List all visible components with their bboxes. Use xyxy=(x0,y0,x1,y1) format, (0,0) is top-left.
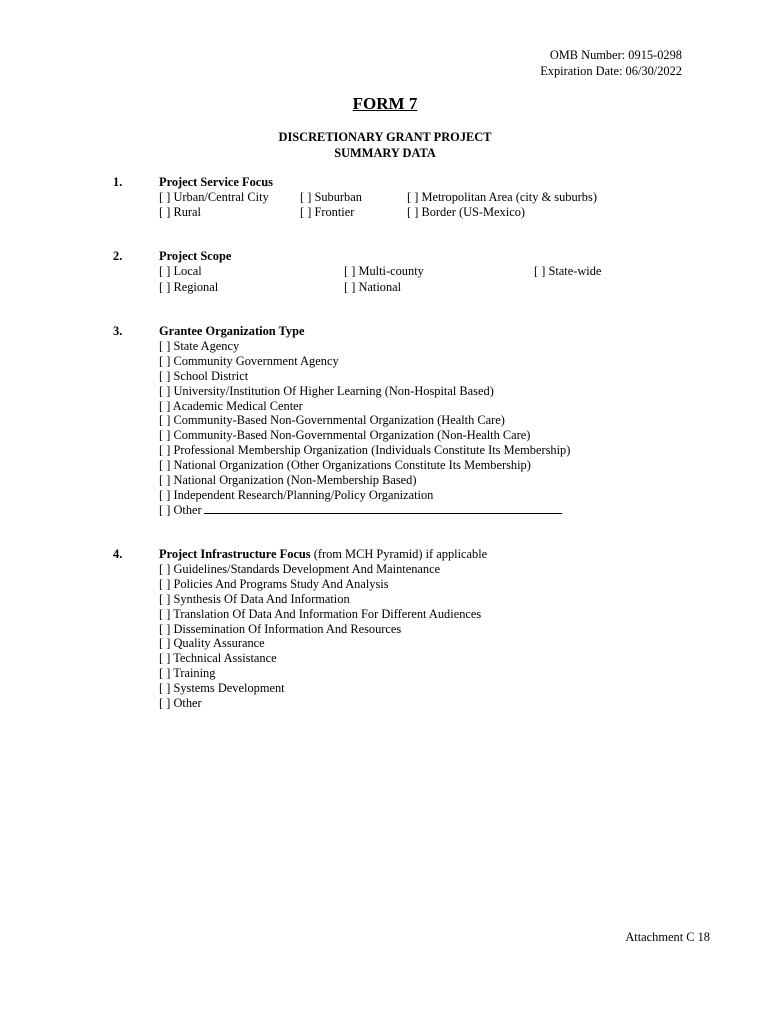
option-suburban[interactable]: [ ] Suburban xyxy=(300,190,362,204)
option-translation-of-data[interactable]: [ ] Translation Of Data And Information For Different Audiences xyxy=(159,606,482,621)
option-other-organization xyxy=(159,503,570,518)
option-cbo-health-care[interactable]: [ ] Community-Based Non-Governmental Organization (Health Care) xyxy=(159,413,505,428)
other-organization-input-line[interactable] xyxy=(204,503,562,514)
section-4-number: 4. xyxy=(113,547,123,561)
option-state-agency[interactable]: [ ] State Agency xyxy=(159,339,240,353)
option-cbo-non-health-care[interactable]: [ ] Community-Based Non-Governmental Organization (Non-Health Care) xyxy=(159,428,531,443)
option-multi-county[interactable]: [ ] Multi-county xyxy=(344,264,424,278)
option-urban-central-city[interactable]: [ ] Urban/Central City xyxy=(159,190,269,204)
option-technical-assistance[interactable]: [ ] Technical Assistance xyxy=(159,651,277,666)
expiration-date: Expiration Date: 06/30/2022 xyxy=(540,64,682,78)
section-4-title-suffix: (from MCH Pyramid) if applicable xyxy=(310,547,488,561)
option-border[interactable]: [ ] Border (US-Mexico) xyxy=(407,205,526,219)
form-title: FORM 7 xyxy=(352,94,418,113)
option-school-district[interactable]: [ ] School District xyxy=(159,368,249,383)
section-2-title: Project Scope xyxy=(159,249,232,263)
option-dissemination[interactable]: [ ] Dissemination Of Information And Resources xyxy=(159,621,402,636)
option-academic-medical-center[interactable]: [ ] Academic Medical Center xyxy=(159,398,303,413)
subtitle-line-2: SUMMARY DATA xyxy=(334,145,436,160)
section-1-title: Project Service Focus xyxy=(159,175,273,189)
option-other-infrastructure[interactable]: [ ] Other xyxy=(159,696,202,711)
infrastructure-focus-list xyxy=(159,562,481,711)
option-rural[interactable]: [ ] Rural xyxy=(159,205,201,219)
section-4-heading xyxy=(159,547,487,562)
section-2-number: 2. xyxy=(113,249,123,263)
option-regional[interactable]: [ ] Regional xyxy=(159,280,219,294)
grantee-type-list xyxy=(159,339,570,518)
option-synthesis-of-data[interactable]: [ ] Synthesis Of Data And Information xyxy=(159,591,350,606)
option-community-government-agency[interactable]: [ ] Community Government Agency xyxy=(159,353,339,368)
option-systems-development[interactable]: [ ] Systems Development xyxy=(159,681,285,696)
option-training[interactable]: [ ] Training xyxy=(159,666,216,681)
section-3-number: 3. xyxy=(113,324,123,338)
option-guidelines-standards[interactable]: [ ] Guidelines/Standards Development And Maintenance xyxy=(159,562,441,576)
section-3-title: Grantee Organization Type xyxy=(159,324,305,338)
option-state-wide[interactable]: [ ] State-wide xyxy=(534,264,602,278)
page-footer: Attachment C 18 xyxy=(625,930,710,944)
option-professional-membership-org[interactable]: [ ] Professional Membership Organization (Individuals Constitute Its Membership) xyxy=(159,443,571,458)
section-1-number: 1. xyxy=(113,175,123,189)
option-metropolitan-area[interactable]: [ ] Metropolitan Area (city & suburbs) xyxy=(407,190,597,204)
option-national-org-other-orgs[interactable]: [ ] National Organization (Other Organizations Constitute Its Membership) xyxy=(159,458,531,473)
subtitle-line-1: DISCRETIONARY GRANT PROJECT xyxy=(278,130,492,144)
option-policies-programs[interactable]: [ ] Policies And Programs Study And Analysis xyxy=(159,576,389,591)
option-national[interactable]: [ ] National xyxy=(344,280,402,294)
section-4-title: Project Infrastructure Focus xyxy=(159,547,311,561)
option-independent-research-org[interactable]: [ ] Independent Research/Planning/Policy Organization xyxy=(159,487,434,502)
option-national-org-non-membership[interactable]: [ ] National Organization (Non-Membership Based) xyxy=(159,473,417,488)
omb-header xyxy=(540,47,682,79)
option-local[interactable]: [ ] Local xyxy=(159,264,202,278)
option-other-label[interactable]: [ ] Other xyxy=(159,502,202,517)
option-quality-assurance[interactable]: [ ] Quality Assurance xyxy=(159,636,265,651)
form-subtitle xyxy=(0,130,770,161)
option-university[interactable]: [ ] University/Institution Of Higher Learning (Non-Hospital Based) xyxy=(159,383,494,398)
option-frontier[interactable]: [ ] Frontier xyxy=(300,205,355,219)
omb-number: OMB Number: 0915-0298 xyxy=(549,48,682,62)
